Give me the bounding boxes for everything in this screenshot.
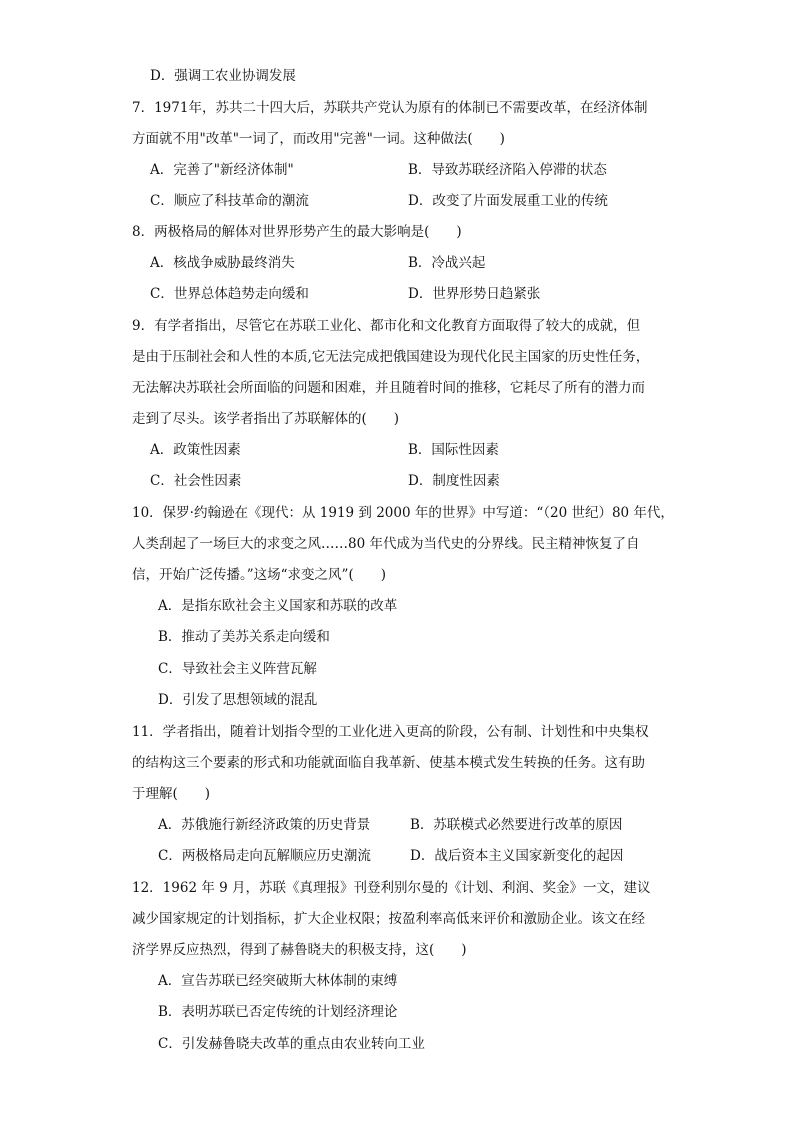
- q12-option-b: B．表明苏联已否定传统的计划经济理论: [158, 1004, 398, 1020]
- q9-line-4: 走到了尽头。该学者指出了苏联解体的( ): [132, 411, 400, 427]
- q12-line-3: 济学界反应热烈，得到了赫鲁晓夫的积极支持，这( ): [132, 942, 467, 958]
- q12-line-1: 12．1962 年 9 月，苏联《真理报》刊登利别尔曼的《计划、利润、奖金》一文，建议: [132, 880, 651, 896]
- q8-line-1: 8．两极格局的解体对世界形势产生的最大影响是( ): [132, 224, 462, 240]
- q11-line-3: 于理解( ): [132, 786, 211, 802]
- q7-line-2: 方面就不用"改革"一词了，而改用"完善"一词。这种做法( ): [132, 131, 505, 147]
- q9-option-a: A．政策性因素: [150, 442, 241, 458]
- q11-option-a: A．苏俄施行新经济政策的历史背景: [158, 817, 371, 833]
- q7-line-1: 7．1971年，苏共二十四大后，苏联共产党认为原有的体制已不需要改革，在经济体制: [132, 100, 648, 116]
- q11-line-2: 的结构这三个要素的形式和功能就面临自我革新、使基本模式发生转换的任务。这有助: [132, 755, 645, 771]
- q9-line-1: 9．有学者指出，尽管它在苏联工业化、都市化和文化教育方面取得了较大的成就，但: [132, 318, 641, 334]
- q10-option-a: A．是指东欧社会主义国家和苏联的改革: [158, 598, 398, 614]
- q7-option-c: C．顺应了科技革命的潮流: [150, 193, 309, 209]
- q8-option-b: B．冷战兴起: [408, 255, 486, 271]
- q10-option-c: C．导致社会主义阵营瓦解: [158, 661, 317, 677]
- q7-option-d: D．改变了片面发展重工业的传统: [408, 193, 608, 209]
- q11-option-c: C．两极格局走向瓦解顺应历史潮流: [158, 848, 371, 864]
- q10-line-1: 10．保罗·约翰逊在《现代：从 1919 到 2000 年的世界》中写道：“（20 世纪）80 年代，: [132, 505, 674, 521]
- q11-option-d: D．战后资本主义国家新变化的起因: [410, 848, 624, 864]
- q8-option-d: D．世界形势日趋紧张: [408, 286, 541, 302]
- option-prev-d: D．强调工农业协调发展: [150, 68, 296, 84]
- q12-option-a: A．宣告苏联已经突破斯大林体制的束缚: [158, 973, 398, 989]
- q9-option-b: B．国际性因素: [408, 442, 499, 458]
- q8-option-a: A．核战争威胁最终消失: [150, 255, 295, 271]
- q8-option-c: C．世界总体趋势走向缓和: [150, 286, 309, 302]
- q9-option-c: C．社会性因素: [150, 473, 242, 489]
- q9-line-3: 无法解决苏联社会所面临的问题和困难，并且随着时间的推移，它耗尽了所有的潜力而: [132, 380, 645, 396]
- q10-option-d: D．引发了思想领域的混乱: [158, 692, 318, 708]
- q9-line-2: 是由于压制社会和人性的本质,它无法完成把俄国建设为现代化民主国家的历史性任务，: [132, 349, 650, 365]
- q11-option-b: B．苏联模式必然要进行改革的原因: [410, 817, 623, 833]
- q10-option-b: B．推动了美苏关系走向缓和: [158, 629, 330, 645]
- q9-option-d: D．制度性因素: [408, 473, 500, 489]
- q7-option-a: A．完善了"新经济体制": [150, 162, 294, 178]
- q10-line-3: 信，开始广泛传播。”这场“求变之风”( ): [132, 567, 386, 583]
- q12-option-c: C．引发赫鲁晓夫改革的重点由农业转向工业: [158, 1036, 425, 1052]
- q10-line-2: 人类刮起了一场巨大的求变之风……80 年代成为当代史的分界线。民主精神恢复了自: [132, 536, 640, 552]
- q12-line-2: 减少国家规定的计划指标，扩大企业权限；按盈利率高低来评价和激励企业。该文在经: [132, 911, 645, 927]
- q11-line-1: 11．学者指出，随着计划指令型的工业化进入更高的阶段，公有制、计划性和中央集权: [132, 724, 649, 740]
- q7-option-b: B．导致苏联经济陷入停滞的状态: [408, 162, 607, 178]
